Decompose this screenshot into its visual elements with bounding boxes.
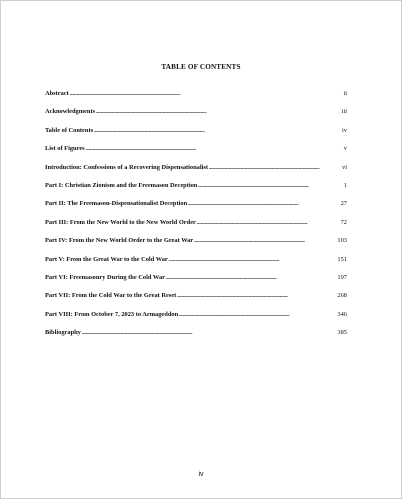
toc-entry-part-8[interactable] (45, 311, 347, 329)
toc-entry-page: 1 (343, 181, 347, 189)
toc-entry-introduction[interactable] (45, 164, 347, 182)
dot-leader (96, 108, 342, 116)
toc-entry-table-of-contents[interactable] (45, 127, 347, 145)
toc-entry-page: 151 (337, 255, 347, 263)
toc-entry-label: Acknowledgments (45, 108, 96, 116)
toc-entry-label: Part III: From the New World to the New World Order (45, 218, 196, 226)
toc-entry-page: v (343, 145, 347, 153)
toc-entry-label: Introduction: Confessions of a Recovering Dispensationalist (45, 163, 209, 171)
toc-entry-label: List of Figures (45, 145, 85, 153)
dot-leader (85, 145, 343, 153)
toc-entry-part-6[interactable] (45, 274, 347, 292)
toc-entry-page: 268 (337, 292, 347, 300)
dot-leader (166, 274, 337, 282)
toc-entry-label: Part IV: From the New World Order to the Great War (45, 237, 194, 245)
toc-entry-label: Part VIII: From October 7, 2023 to Armageddon (45, 310, 179, 318)
toc-entry-label: Part VII: From the Cold War to the Great Reset (45, 292, 177, 300)
toc-entry-page: 27 (340, 200, 347, 208)
toc-entry-label: Part II: The Freemason-Dispensationalist Deception (45, 200, 188, 208)
dot-leader (194, 237, 337, 245)
toc-entry-label: Part VI: Freemasonry During the Cold War (45, 273, 165, 281)
toc-entry-list-of-figures[interactable] (45, 145, 347, 163)
toc-entry-label: Part V: From the Great War to the Cold War (45, 255, 168, 263)
dot-leader (168, 256, 337, 264)
toc-entry-page: 103 (337, 237, 347, 245)
toc-entry-abstract[interactable] (45, 90, 347, 108)
toc-entry-page: 346 (337, 310, 347, 318)
toc-entry-page: ii (343, 90, 347, 97)
toc-entry-page: iii (341, 108, 347, 116)
toc-entry-label: Abstract (45, 90, 69, 97)
toc-entry-label: Bibliography (45, 329, 81, 337)
dot-leader (196, 219, 340, 227)
dot-leader (179, 311, 337, 319)
toc-entry-part-7[interactable] (45, 292, 347, 310)
toc-entry-bibliography[interactable] (45, 329, 347, 347)
toc-entry-page: 197 (337, 273, 347, 281)
toc-entry-label: Table of Contents (45, 126, 94, 134)
page-number: iv (198, 471, 204, 478)
dot-leader (81, 329, 337, 337)
toc-entry-part-3[interactable] (45, 219, 347, 237)
dot-leader (69, 90, 343, 98)
toc-entry-page: vi (342, 163, 347, 171)
dot-leader (94, 127, 342, 135)
toc-entry-part-4[interactable] (45, 237, 347, 255)
toc-entry-page: 72 (340, 218, 347, 226)
toc-entry-part-1[interactable] (45, 182, 347, 200)
toc-list (45, 90, 347, 347)
dot-leader (188, 200, 340, 208)
page-title: TABLE OF CONTENTS (161, 63, 241, 71)
dot-leader (177, 292, 337, 300)
toc-entry-page: 385 (337, 329, 347, 337)
toc-entry-page: iv (342, 126, 347, 134)
toc-entry-acknowledgments[interactable] (45, 108, 347, 126)
dot-leader (198, 182, 343, 190)
toc-entry-label: Part I: Christian Zionism and the Freemason Deception (45, 181, 198, 189)
dot-leader (209, 164, 342, 172)
toc-entry-part-5[interactable] (45, 256, 347, 274)
toc-entry-part-2[interactable] (45, 200, 347, 218)
